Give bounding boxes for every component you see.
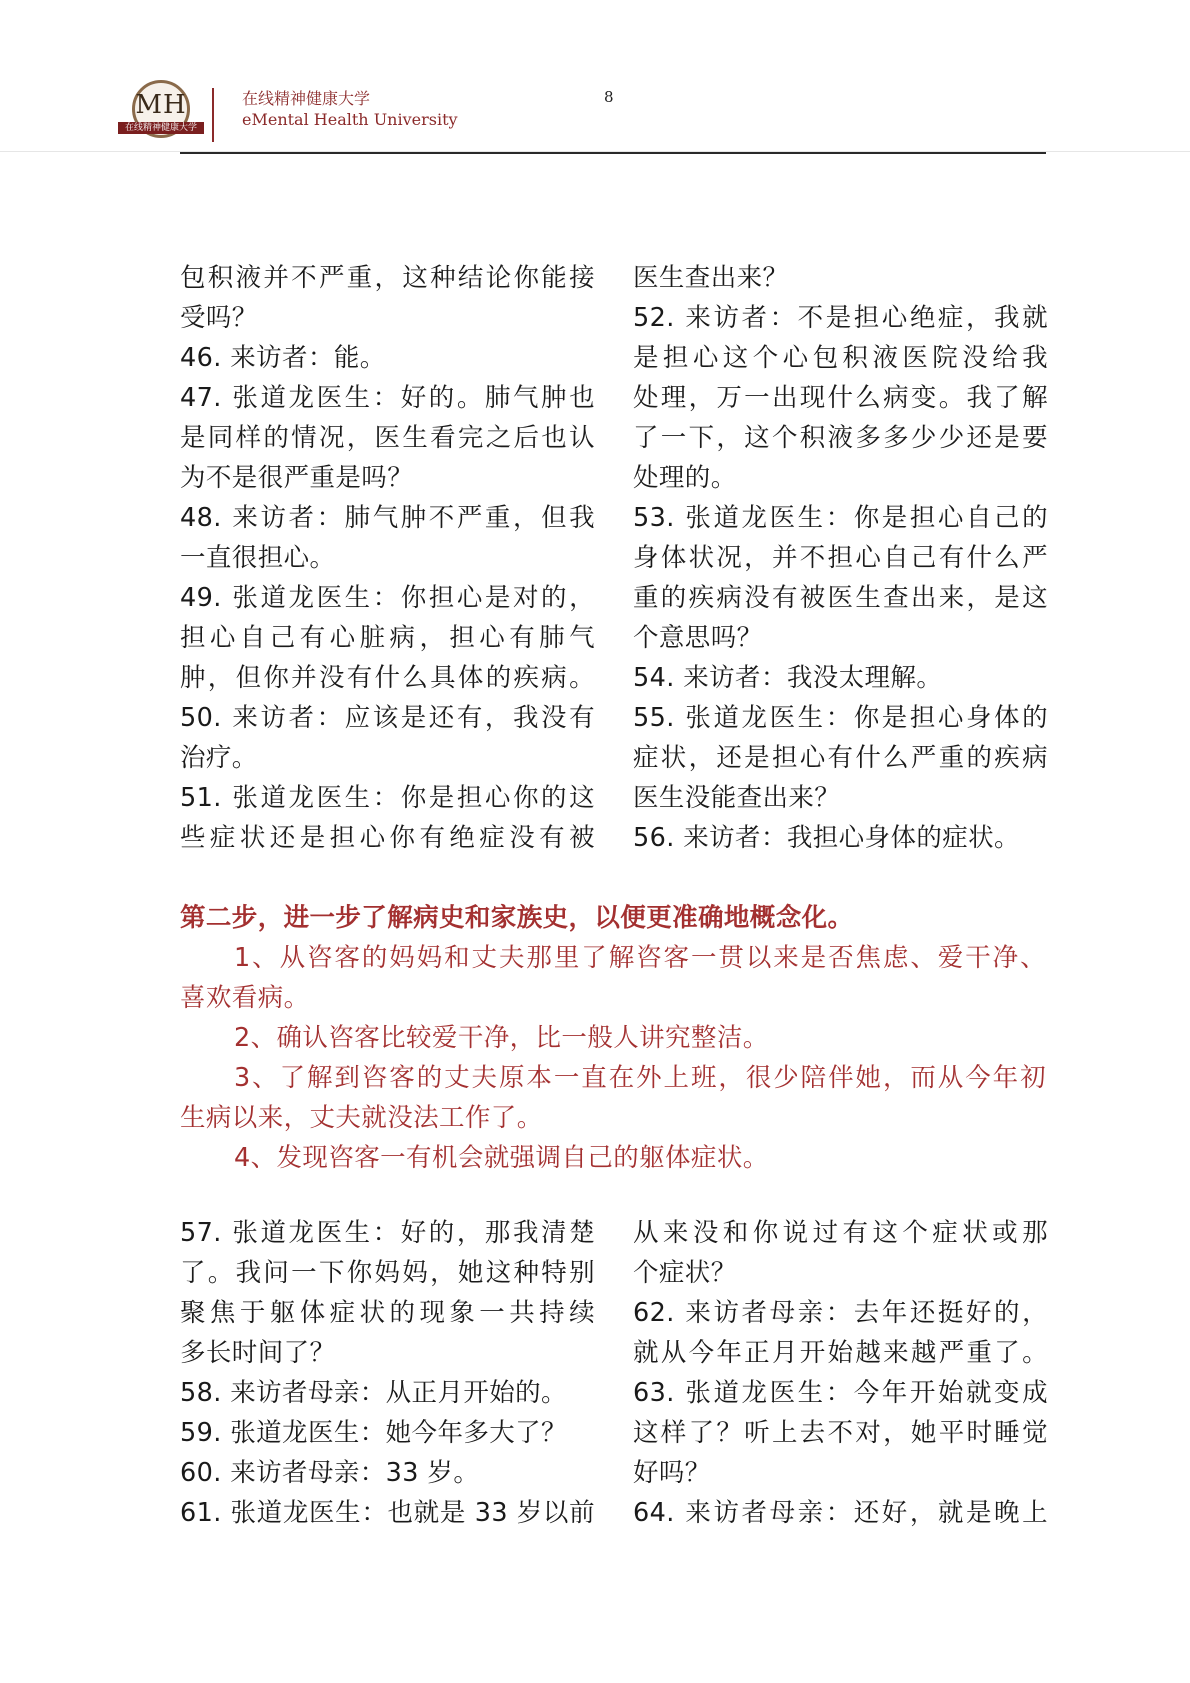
- step-item-first-line: 3、了解到咨客的丈夫原本一直在外上班，很少陪伴她，而从今年初: [234, 1063, 1046, 1093]
- dialogue-line: 个症状？: [633, 1258, 737, 1288]
- step-two-section: [180, 898, 1046, 1178]
- dialogue-line: 51. 张道龙医生：你是担心你的这: [180, 783, 595, 813]
- page-number: 8: [604, 88, 614, 106]
- logo-text: MH: [135, 90, 187, 120]
- dialogue-line: 多长时间了？: [180, 1338, 336, 1368]
- mh-logo: [118, 80, 204, 142]
- dialogue-line: 62. 来访者母亲：去年还挺好的，: [633, 1298, 1048, 1328]
- dialogue-line: 就从今年正月开始越来越严重了。: [633, 1338, 1048, 1368]
- dialogue-line: 是同样的情况，医生看完之后也认: [180, 423, 595, 453]
- dialogue-line: 48. 来访者：肺气肿不严重，但我: [180, 503, 595, 533]
- dialogue-line: 46. 来访者：能。: [180, 343, 386, 373]
- dialogue-line: 59. 张道龙医生：她今年多大了？: [180, 1418, 567, 1448]
- logo-ribbon: 在线精神健康大学: [118, 122, 204, 134]
- dialogue-line: 治疗。: [180, 743, 258, 773]
- dialogue-line: 47. 张道龙医生：好的。肺气肿也: [180, 383, 595, 413]
- dialogue-line: 54. 来访者：我没太理解。: [633, 663, 943, 693]
- dialogue-line: 55. 张道龙医生：你是担心身体的: [633, 703, 1048, 733]
- dialogue-line: 是担心这个心包积液医院没给我: [633, 343, 1048, 373]
- dialogue-line: 为不是很严重是吗？: [180, 463, 414, 493]
- brand-name-en: eMental Health University: [242, 110, 458, 129]
- page-header: [0, 0, 1190, 160]
- dialogue-line: 56. 来访者：我担心身体的症状。: [633, 823, 1020, 853]
- header-rule: [180, 152, 1046, 154]
- dialogue-line: 处理，万一出现什么病变。我了解: [633, 383, 1048, 413]
- dialogue-line: 61. 张道龙医生：也就是 33 岁以前: [180, 1498, 595, 1528]
- dialogue-line: 64. 来访者母亲：还好，就是晚上: [633, 1498, 1048, 1528]
- dialogue-line: 58. 来访者母亲：从正月开始的。: [180, 1378, 567, 1408]
- dialogue-line: 57. 张道龙医生：好的，那我清楚: [180, 1218, 595, 1248]
- dialogue-line: 身体状况，并不担心自己有什么严: [633, 543, 1048, 573]
- dialogue-line: 个意思吗？: [633, 623, 763, 653]
- dialogue-line: 了。我问一下你妈妈，她这种特别: [180, 1258, 595, 1288]
- step-two-heading: 第二步，进一步了解病史和家族史，以便更准确地概念化。: [180, 903, 854, 933]
- dialogue-line: 50. 来访者：应该是还有，我没有: [180, 703, 595, 733]
- dialogue-column-left: [180, 258, 595, 858]
- dialogue-line: 医生没能查出来？: [633, 783, 841, 813]
- dialogue-line: 医生查出来？: [633, 263, 789, 293]
- dialogue-line: 受吗？: [180, 303, 258, 333]
- dialogue-line: 了一下，这个积液多多少少还是要: [633, 423, 1048, 453]
- step-item-first-line: 4、发现咨客一有机会就强调自己的躯体症状。: [234, 1143, 769, 1173]
- dialogue-line: 63. 张道龙医生：今年开始就变成: [633, 1378, 1048, 1408]
- dialogue-line: 这样了？听上去不对，她平时睡觉: [633, 1418, 1048, 1448]
- brand-name-cn: 在线精神健康大学: [242, 89, 371, 108]
- dialogue-line: 重的疾病没有被医生查出来，是这: [633, 583, 1048, 613]
- dialogue-column-left: [180, 1213, 595, 1533]
- dialogue-line: 49. 张道龙医生：你担心是对的，: [180, 583, 595, 613]
- dialogue-column-right: [633, 1213, 1048, 1533]
- dialogue-line: 聚焦于躯体症状的现象一共持续: [180, 1298, 595, 1328]
- dialogue-line: 症状，还是担心有什么严重的疾病: [633, 743, 1048, 773]
- step-item-first-line: 2、确认咨客比较爱干净，比一般人讲究整洁。: [234, 1023, 769, 1053]
- dialogue-line: 肿，但你并没有什么具体的疾病。: [180, 663, 595, 693]
- dialogue-column-right: [633, 258, 1048, 858]
- dialogue-line: 些症状还是担心你有绝症没有被: [180, 823, 595, 853]
- dialogue-line: 53. 张道龙医生：你是担心自己的: [633, 503, 1048, 533]
- dialogue-line: 从来没和你说过有这个症状或那: [633, 1218, 1048, 1248]
- dialogue-line: 60. 来访者母亲：33 岁。: [180, 1458, 480, 1488]
- step-item-continuation: 生病以来，丈夫就没法工作了。: [180, 1103, 543, 1133]
- dialogue-line: 担心自己有心脏病，担心有肺气: [180, 623, 595, 653]
- dialogue-line: 好吗？: [633, 1458, 711, 1488]
- dialogue-line: 一直很担心。: [180, 543, 336, 573]
- dialogue-line: 处理的。: [633, 463, 737, 493]
- step-item-continuation: 喜欢看病。: [180, 983, 310, 1013]
- step-item-first-line: 1、从咨客的妈妈和丈夫那里了解咨客一贯以来是否焦虑、爱干净、: [234, 943, 1046, 973]
- dialogue-line: 52. 来访者：不是担心绝症，我就: [633, 303, 1048, 333]
- header-divider: [212, 88, 214, 142]
- dialogue-line: 包积液并不严重，这种结论你能接: [180, 263, 595, 293]
